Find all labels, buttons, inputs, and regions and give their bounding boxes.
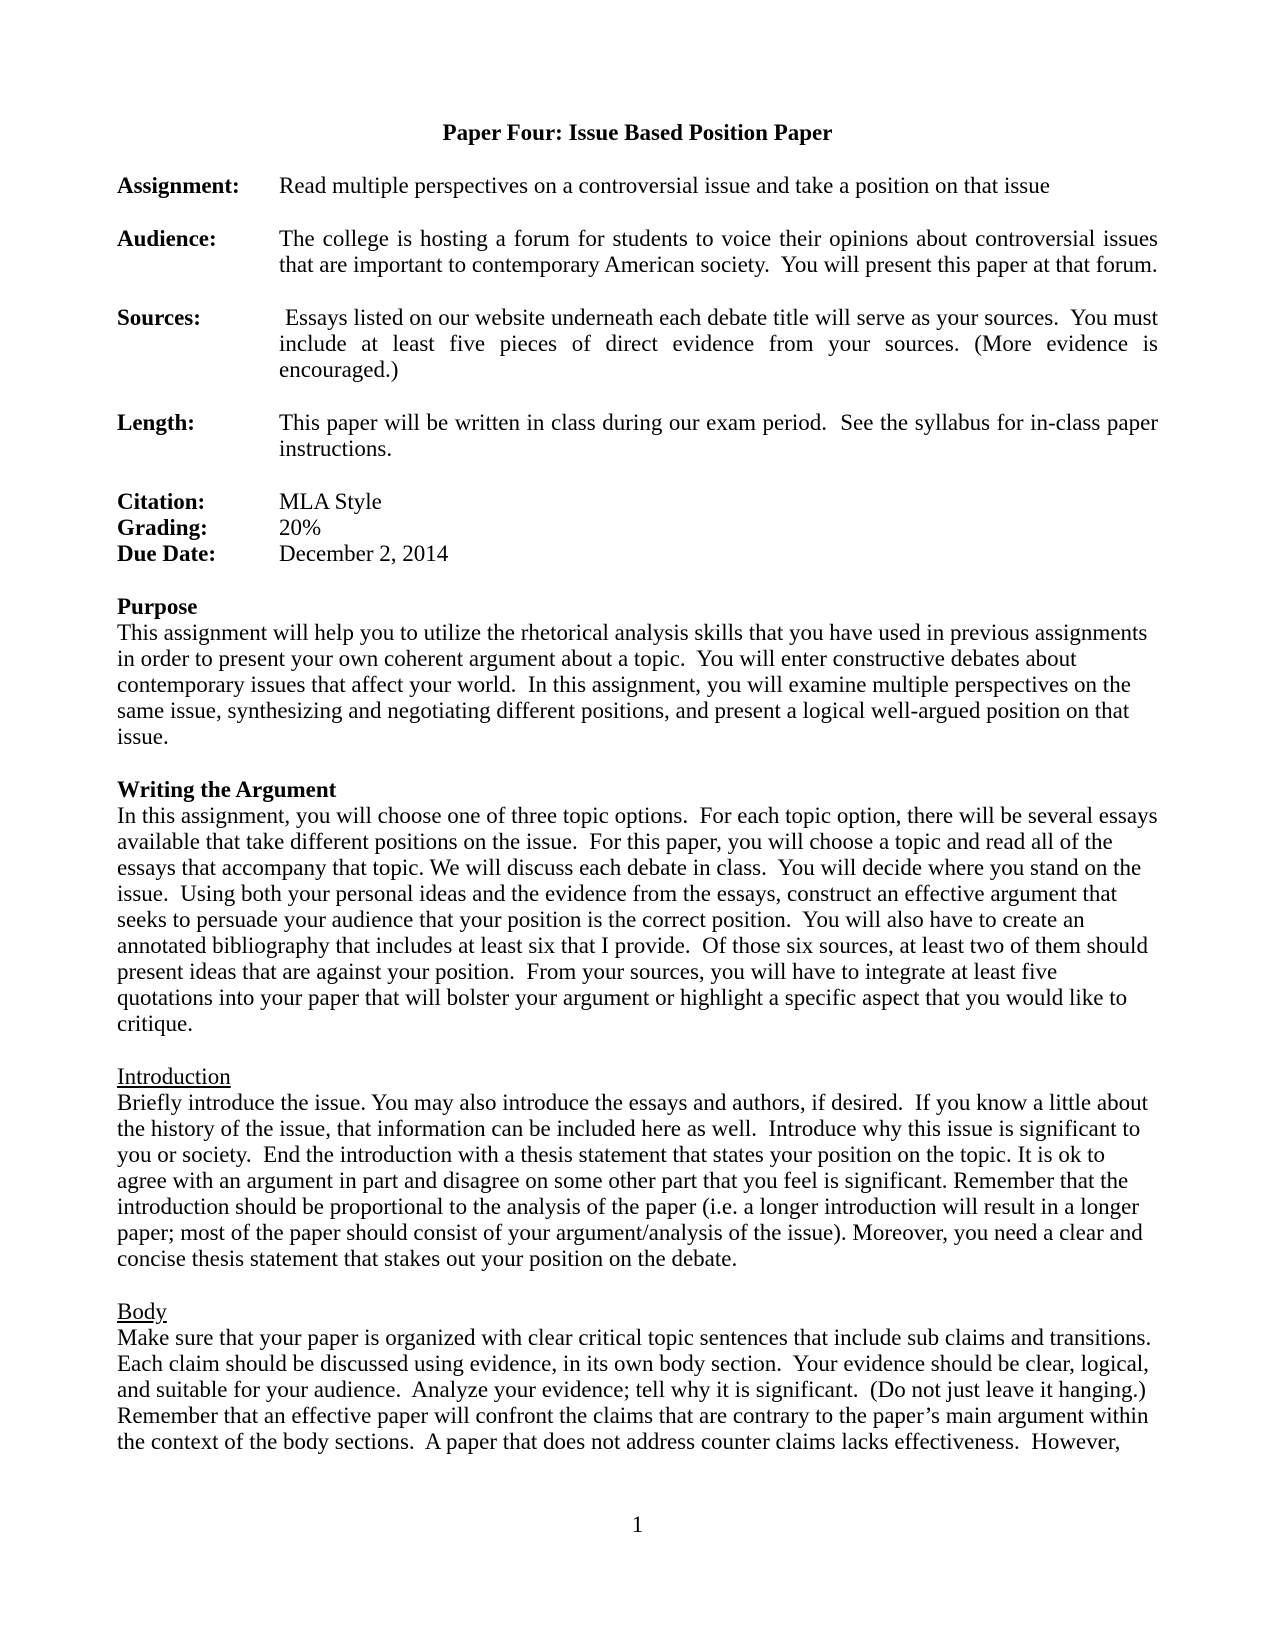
introduction-section [117, 1064, 1158, 1272]
introduction-heading: Introduction [117, 1064, 231, 1089]
body-section [117, 1299, 1163, 1455]
due-date-label: Due Date: [117, 541, 216, 566]
document-title: Paper Four: Issue Based Position Paper [442, 120, 833, 145]
body-paragraph: Make sure that your paper is organized with clear critical topic sentences that include sub claims and transitions. Each claim should be discussed using evidence, in its own body section. Your evidence should be clear, logical, and suitable for your audience. Analyze your evidence; tell why it is significant. (Do not just leave it hanging.) Remember that an effective paper will confront the claims that are contrary to the paper’s main argument within the context of the body sections. A paper that does not address counter claims lacks effectiveness. However, [117, 1325, 1163, 1454]
purpose-paragraph: This assignment will help you to utilize the rhetorical analysis skills that you have used in previous assignments in order to present your own coherent argument about a topic. You will enter constructive debates about contemporary issues that affect your world. In this assignment, you will examine multiple perspectives on the same issue, synthesizing and negotiating different positions, and present a logical well-argued position on that issue. [117, 620, 1154, 749]
grading-text: 20% [279, 515, 322, 540]
detail-rows [117, 489, 1158, 567]
writing-the-argument-heading: Writing the Argument [117, 777, 337, 802]
audience-row [117, 226, 1164, 278]
purpose-heading: Purpose [117, 594, 198, 619]
length-label: Length: [117, 410, 195, 435]
assignment-text: Read multiple perspectives on a controversial issue and take a position on that issue [279, 173, 1050, 198]
grading-row [117, 515, 1158, 541]
body-heading: Body [117, 1299, 167, 1324]
due-date-row [117, 541, 1158, 567]
length-row [117, 410, 1164, 462]
citation-label: Citation: [117, 489, 206, 514]
page-number: 1 [631, 1512, 644, 1537]
citation-row [117, 489, 1158, 515]
length-text: This paper will be written in class during our exam period. See the syllabus for in-class paper instructions. [279, 410, 1164, 461]
sources-label: Sources: [117, 305, 201, 330]
assignment-row [117, 173, 1158, 199]
writing-the-argument-section [117, 777, 1164, 1037]
grading-label: Grading: [117, 515, 208, 540]
writing-the-argument-paragraph: In this assignment, you will choose one of three topic options. For each topic option, there will be several essays available that take different positions on the issue. For this paper, you will choose a topic and read all of the essays that accompany that topic. We will discuss each debate in class. You will decide where you stand on the issue. Using both your personal ideas and the evidence from the essays, construct an effective argument that seeks to persuade your audience that your position is the correct position. You will also have to create an annotated bibliography that includes at least six that I provide. Of those six sources, at least two of them should present ideas that are against your position. From your sources, you will have to integrate at least five quotations into your paper that will bolster your argument or highlight a specific aspect that you would like to critique. [117, 803, 1164, 1036]
due-date-text: December 2, 2014 [279, 541, 449, 566]
citation-text: MLA Style [279, 489, 382, 514]
audience-text: The college is hosting a forum for students to voice their opinions about controversial issues that are important to contemporary American society. You will present this paper at that forum. [279, 226, 1164, 277]
sources-row [117, 305, 1164, 383]
assignment-label: Assignment: [117, 173, 240, 198]
sources-text: Essays listed on our website underneath each debate title will serve as your sources. You must include at least five pieces of direct evidence from your sources. (More evidence is encouraged.) [279, 305, 1164, 382]
purpose-section [117, 594, 1158, 750]
introduction-paragraph: Briefly introduce the issue. You may also introduce the essays and authors, if desired. If you know a little about the history of the issue, that information can be included here as well. Introduce why this issue is significant to you or society. End the introduction with a thesis statement that states your position on the topic. It is ok to agree with an argument in part and disagree on some other part that you feel is significant. Remember that the introduction should be proportional to the analysis of the paper (i.e. a longer introduction will result in a longer paper; most of the paper should consist of your argument/analysis of the issue). Moreover, you need a clear and concise thesis statement that stakes out your position on the debate. [117, 1090, 1154, 1271]
audience-label: Audience: [117, 226, 217, 251]
